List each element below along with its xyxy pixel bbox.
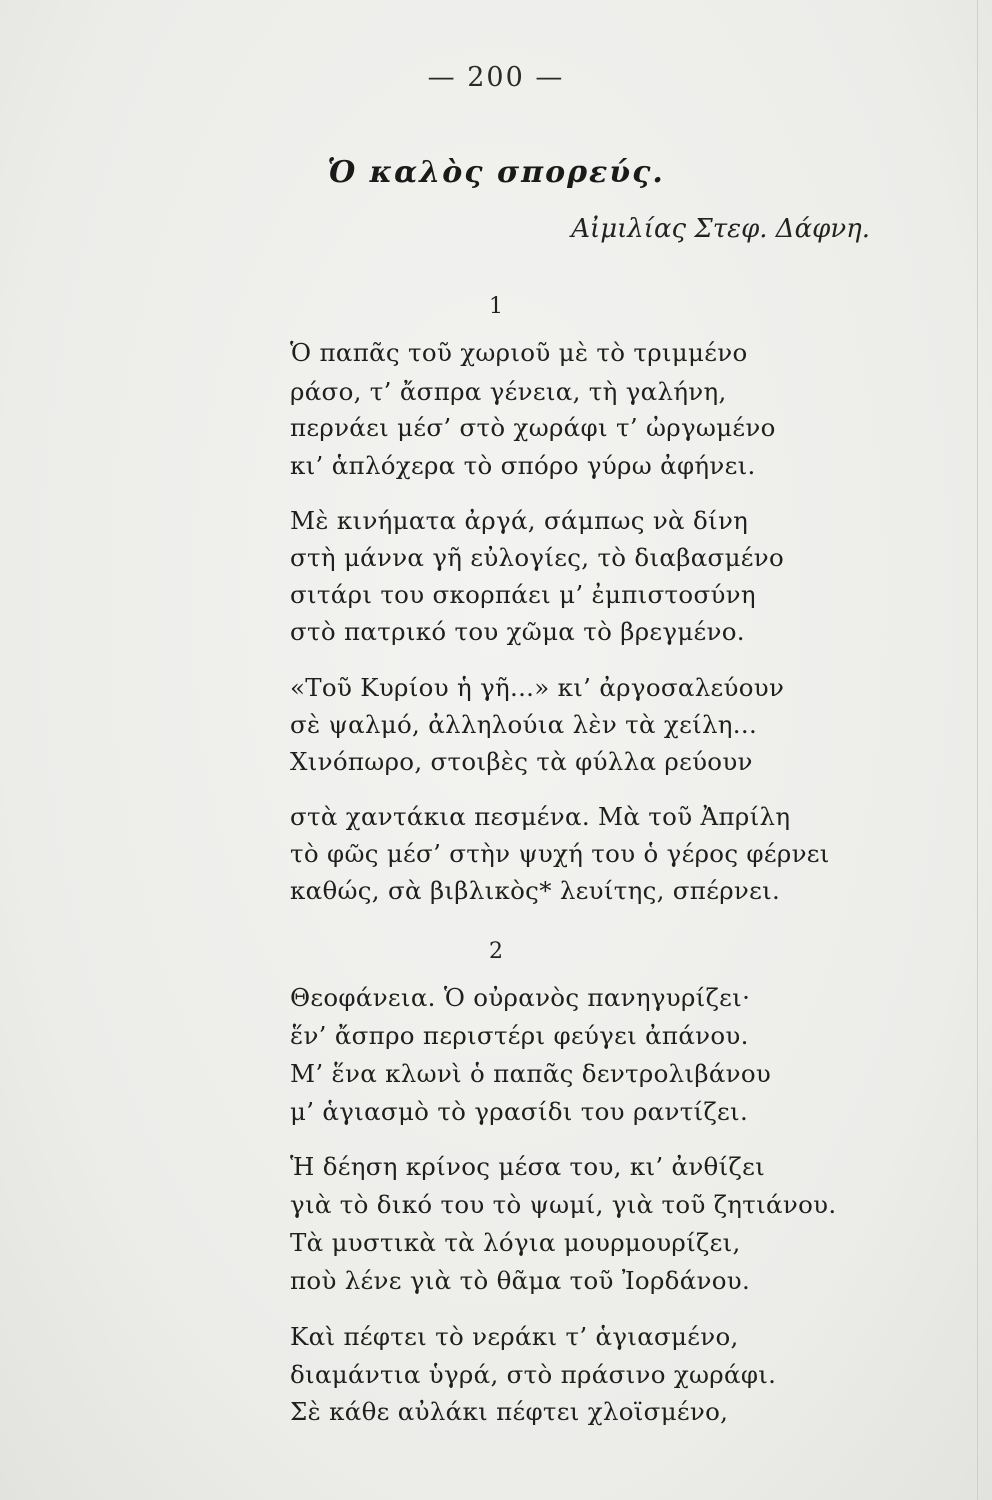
section-number: 1: [489, 294, 503, 319]
poem-line: περνάει μέσ’ στὸ χωράφι τ’ ὠργωμένο: [290, 413, 776, 442]
poem-line: Σὲ κάθε αὐλάκι πέφτει χλοϊσμένο,: [290, 1397, 729, 1426]
poem-title: Ὁ καλὸς σπορεύς.: [327, 155, 665, 190]
poem-line: στὸ πατρικό του χῶμα τὸ βρεγμένο.: [290, 617, 745, 646]
poem-line: ἕν’ ἄσπρο περιστέρι φεύγει ἀπάνου.: [290, 1021, 749, 1050]
section-number: 2: [489, 939, 503, 964]
poem-line: Ὁ παπᾶς τοῦ χωριοῦ μὲ τὸ τριμμένο: [290, 338, 748, 367]
poem-line: «Τοῦ Κυρίου ἡ γῆ...» κι’ ἀργοσαλεύουν: [290, 673, 785, 702]
poem-line: Ἡ δέηση κρίνος μέσα του, κι’ ἀνθίζει: [290, 1152, 765, 1181]
poem-line: Τὰ μυστικὰ τὰ λόγια μουρμουρίζει,: [290, 1228, 741, 1257]
poem-line: τὸ φῶς μέσ’ στὴν ψυχή του ὁ γέρος φέρνει: [290, 839, 830, 868]
page-edge-divider: [977, 0, 978, 1500]
poem-line: κι’ ἁπλόχερα τὸ σπόρο γύρω ἀφήνει.: [290, 451, 756, 480]
poem-line: στὴ μάννα γῆ εὐλογίες, τὸ διαβασμένο: [290, 543, 785, 572]
poem-line: Καὶ πέφτει τὸ νεράκι τ’ ἁγιασμένο,: [290, 1322, 739, 1351]
poem-line: καθώς, σὰ βιβλικὸς* λευίτης, σπέρνει.: [290, 876, 781, 905]
poem-line: Μ’ ἕνα κλωνὶ ὁ παπᾶς δεντρολιβάνου: [290, 1059, 772, 1088]
poem-line: μ’ ἁγιασμὸ τὸ γρασίδι του ραντίζει.: [290, 1097, 749, 1126]
poem-author: Αἰμιλίας Στεφ. Δάφνη.: [571, 214, 870, 244]
poem-line: γιὰ τὸ δικό του τὸ ψωμί, γιὰ τοῦ ζητιάνου.: [290, 1190, 837, 1219]
poem-line: Χινόπωρο, στοιβὲς τὰ φύλλα ρεύουν: [290, 747, 753, 776]
poem-line: διαμάντια ὑγρά, στὸ πράσινο χωράφι.: [290, 1360, 777, 1389]
poem-line: ποὺ λένε γιὰ τὸ θᾶμα τοῦ Ἰορδάνου.: [290, 1266, 751, 1295]
poem-line: Θεοφάνεια. Ὁ οὐρανὸς πανηγυρίζει·: [290, 983, 751, 1012]
poem-line: σιτάρι του σκορπάει μ’ ἐμπιστοσύνη: [290, 580, 756, 609]
poem-line: ράσο, τ’ ἄσπρα γένεια, τὴ γαλήνη,: [290, 377, 727, 406]
poem-line: στὰ χαντάκια πεσμένα. Μὰ τοῦ Ἀπρίλη: [290, 802, 791, 831]
poem-line: σὲ ψαλμό, ἀλληλούια λὲν τὰ χείλη...: [290, 710, 758, 739]
page-number: — 200 —: [427, 62, 565, 93]
poem-line: Μὲ κινήματα ἀργά, σάμπως νὰ δίνη: [290, 506, 749, 535]
